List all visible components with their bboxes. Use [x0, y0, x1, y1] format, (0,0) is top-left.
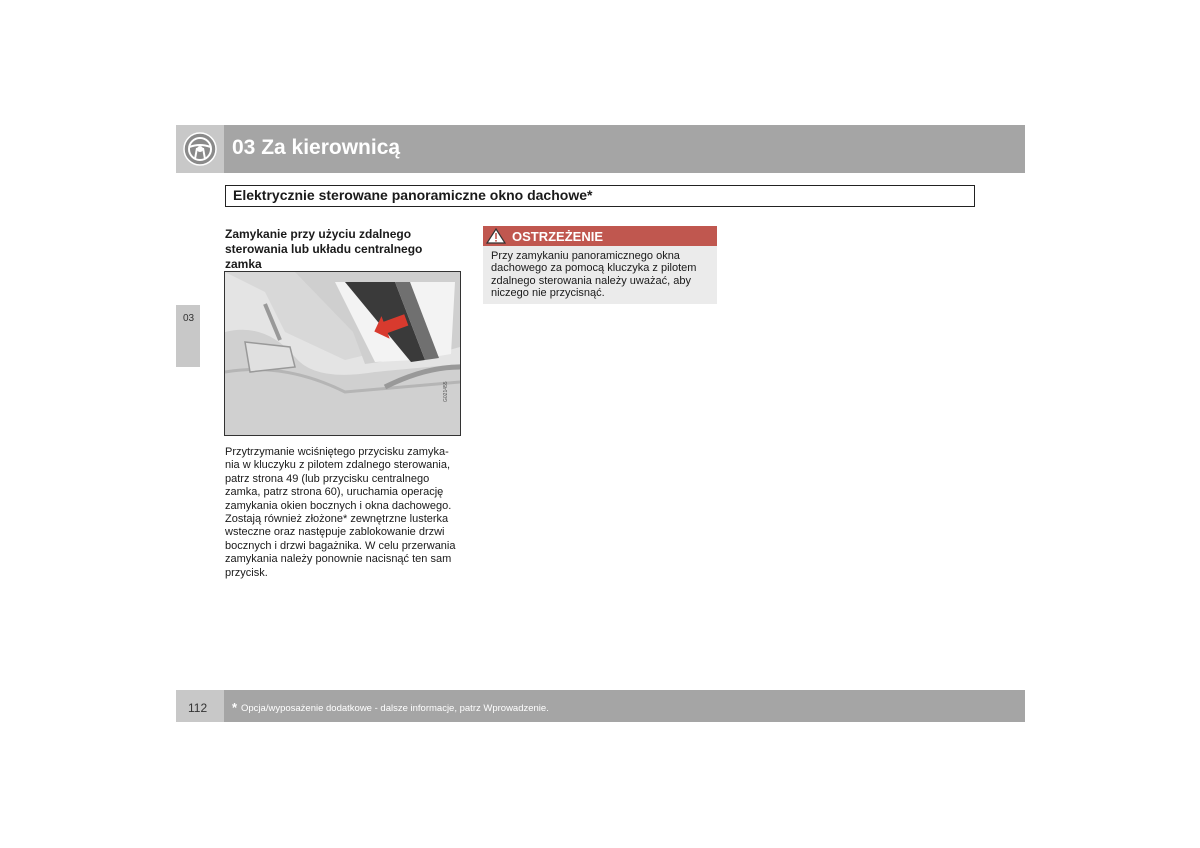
warning-header: [483, 226, 717, 246]
chapter-title: 03 Za kierownicą: [232, 136, 401, 159]
car-roof-interior-image: [225, 272, 460, 435]
steering-wheel-icon: [182, 131, 218, 167]
page-number: 112: [188, 701, 208, 715]
chapter-side-tab: [176, 305, 200, 367]
footnote-text: Opcja/wyposażenie dodatkowe - dalsze informacje, patrz Wprowadzenie.: [241, 703, 549, 714]
chapter-icon-box: [176, 125, 224, 173]
sunroof-illustration: [224, 271, 461, 436]
section-title: Elektrycznie sterowane panoramiczne okno dachowe*: [233, 187, 593, 203]
side-tab-label: 03: [183, 313, 195, 324]
warning-text: Przy zamykaniu panoramicznego okna dachowego za pomocą kluczyka z pilotem zdalnego sterowania należy uważać, aby niczego nie przycisnąć.: [491, 250, 697, 300]
page-number-box: [176, 690, 224, 722]
footnote-star: *: [232, 700, 238, 715]
warning-box: [483, 226, 717, 304]
image-code: G021455: [443, 381, 449, 402]
chapter-header: [176, 125, 1025, 173]
body-paragraph: Przytrzymanie wciśniętego przycisku zamyka-nia w kluczyku z pilotem zdalnego sterowania, patrz strona 49 (lub przycisku centralnego zamka, patrz strona 60), uruchamia operację zamykania okien bocznych i okna dachowego. Zostają również złożone* zewnętrzne lusterka wsteczne oraz następuje zablokowanie drzwi bocznych i drzwi bagażnika. W celu przerwania zamykania należy ponownie nacisnąć ten sam przycisk.: [225, 446, 456, 579]
section-header: [225, 185, 975, 207]
warning-title: OSTRZEŻENIE: [512, 229, 604, 244]
page-footer: [176, 690, 1025, 722]
subheading: Zamykanie przy użyciu zdalnego sterowania lub układu centralnego zamka: [225, 227, 423, 271]
warning-triangle-icon: [486, 228, 506, 244]
